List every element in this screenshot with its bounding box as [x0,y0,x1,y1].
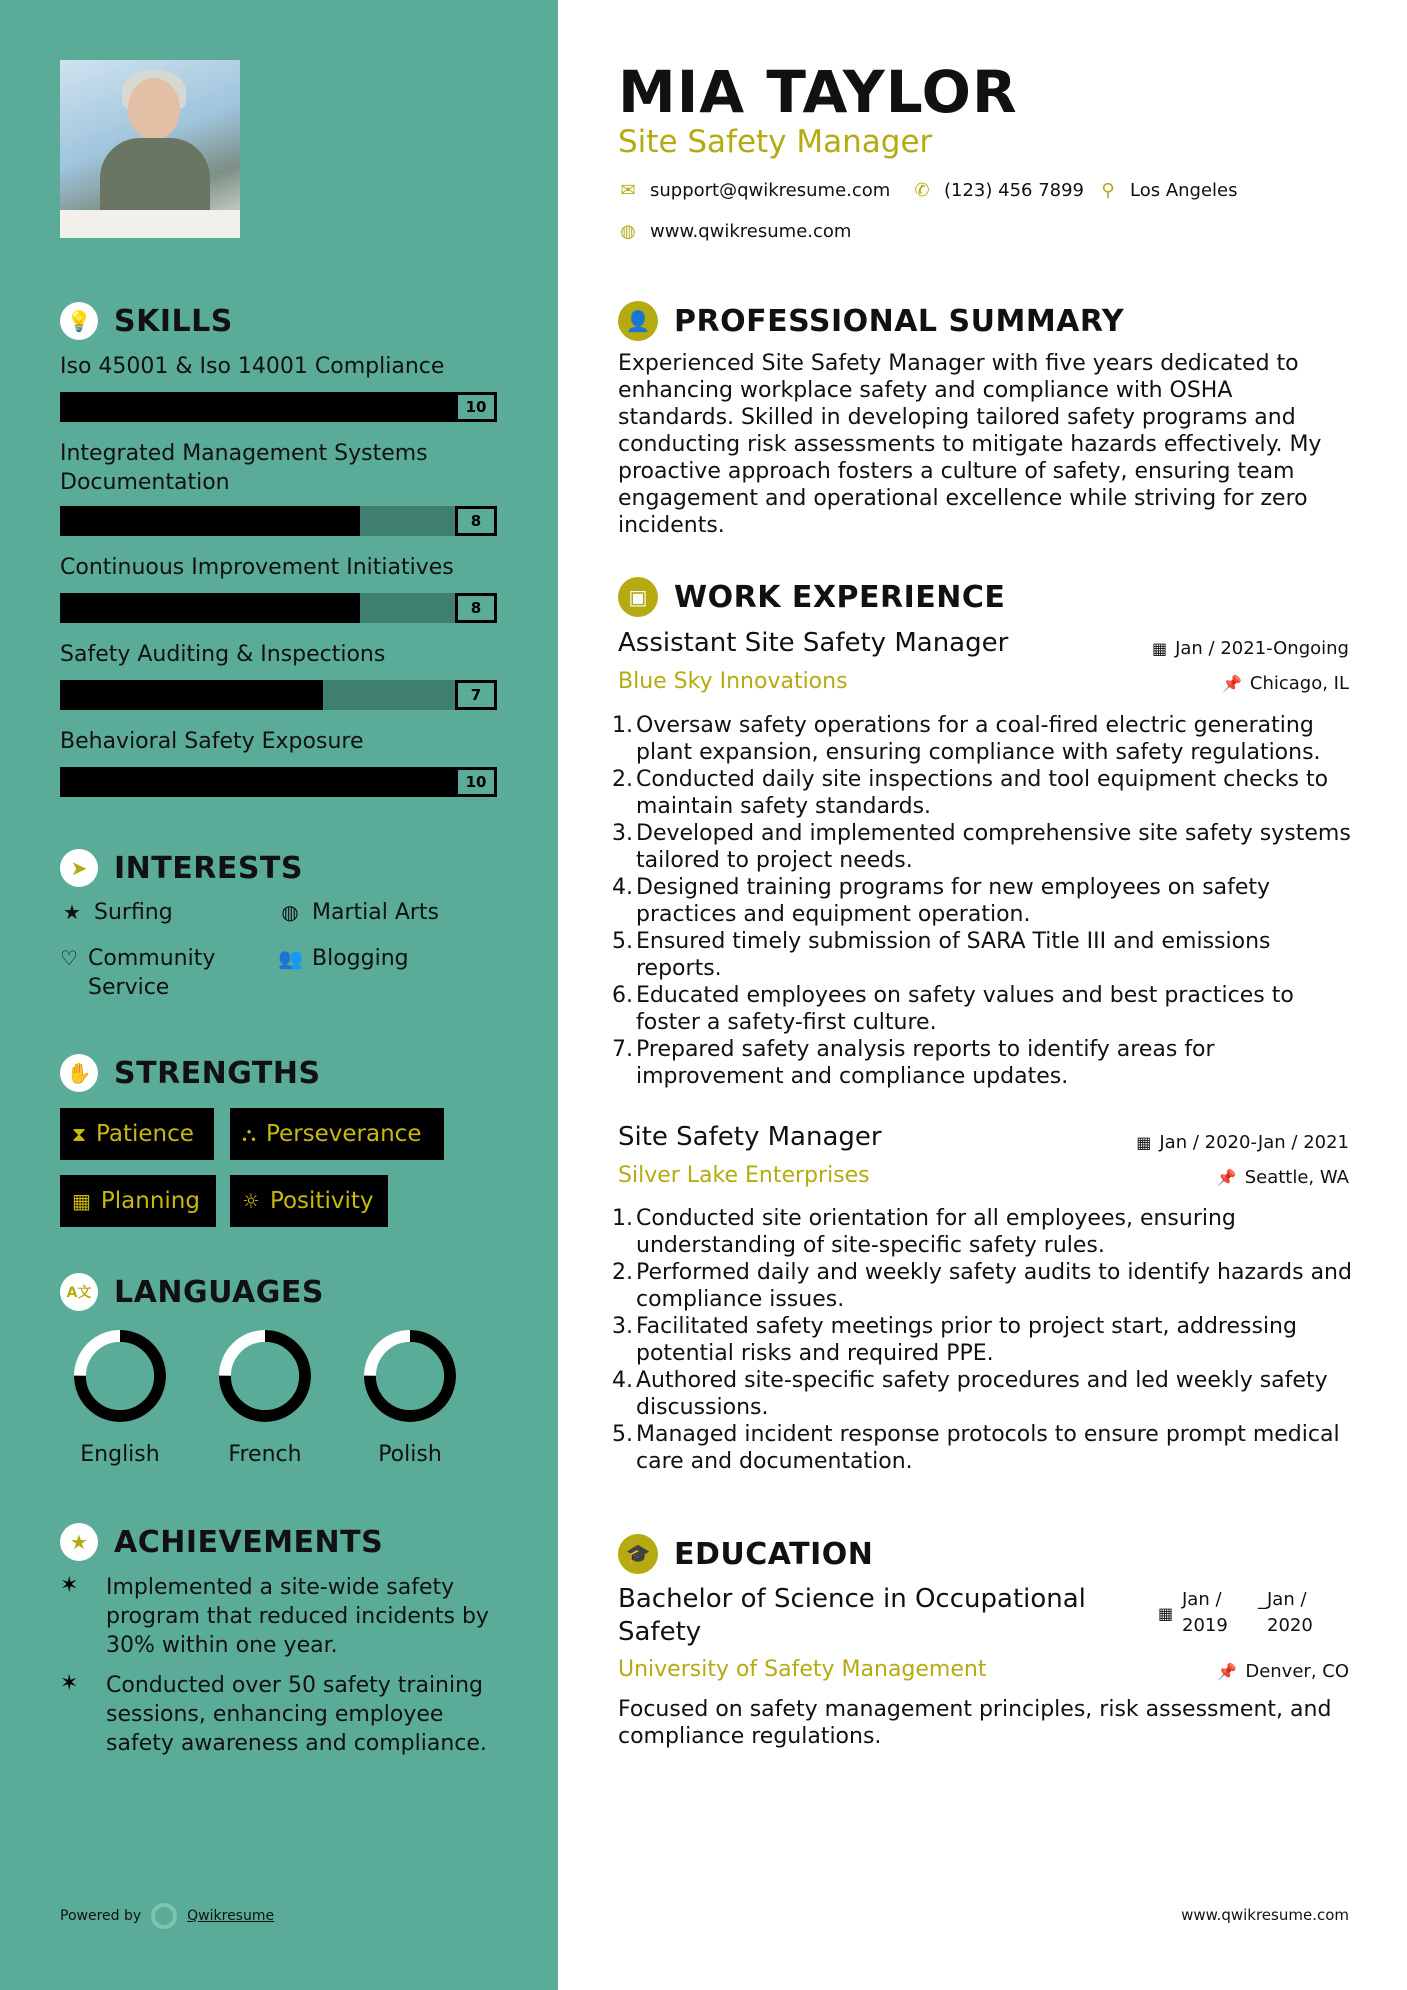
skill-name: Safety Auditing & Inspections [60,642,386,667]
education-description: Focused on safety management principles, risk assessment, and compliance regulations. [618,1697,1332,1749]
list-item: 2. Performed daily and weekly safety audits to identify hazards and compliance issues. [612,1260,1352,1312]
users-icon: 👥 [278,946,303,970]
achievement-item: ✶ Conducted over 50 safety training sessions, enhancing employee safety awareness and compliance. [60,1671,487,1756]
skill-item [60,727,500,791]
skill-level: 10 [455,392,497,422]
language-ring [362,1328,458,1424]
phone-icon: ✆ [914,180,930,201]
language-item [350,1328,470,1467]
road-icon: ⛬ [242,1122,256,1146]
list-item: 3. Facilitated safety meetings prior to project start, addressing potential risks and required PPE. [612,1314,1297,1366]
user-icon: 👤 [618,301,658,341]
job-dates: ▦ Jan / 2020-Jan / 2021 [1136,1132,1349,1153]
job-title: Assistant Site Safety Manager [618,628,1009,658]
list-item: 3. Developed and implemented comprehensive site safety systems tailored to project needs. [612,821,1351,873]
map-pin-icon: ⚲ [1101,180,1115,201]
strength-badge: ▦ Planning [60,1175,216,1227]
skill-level: 10 [455,767,497,797]
skill-bar [60,392,497,422]
contact-phone[interactable]: ✆ (123) 456 7899 [912,180,1084,201]
lightbulb-icon: 💡 [60,302,98,340]
list-item: 1. Conducted site orientation for all employees, ensuring understanding of site-specific safety rules. [612,1206,1236,1258]
skill-bar-fill [60,506,360,536]
skill-name: Iso 45001 & Iso 14001 Compliance [60,354,445,379]
interest-item: ★ Surfing [60,898,173,927]
interest-item: ◍ Martial Arts [278,898,439,927]
sidebar [0,0,558,1990]
calendar-icon: ▦ [1151,639,1168,658]
skill-item [60,553,500,617]
hourglass-icon: ⧗ [72,1122,87,1146]
skill-bar-fill [60,392,455,422]
language-name: Polish [378,1442,442,1467]
achievement-item: ✶ Implemented a site-wide safety program that reduced incidents by 30% within one year. [60,1573,489,1658]
list-item: 6. Educated employees on safety values and best practices to foster a safety-first culture. [612,983,1294,1035]
achievements-heading: ★ ACHIEVEMENTS [60,1523,383,1561]
strengths-heading: ✋ STRENGTHS [60,1054,321,1092]
work-heading: ▣ WORK EXPERIENCE [618,577,1005,617]
pushpin-icon: 📌 [1217,1662,1238,1681]
job-title: Site Safety Manager [618,1122,882,1152]
job-location: 📌 Chicago, IL [1221,673,1349,694]
language-item [205,1328,325,1467]
language-ring [72,1328,168,1424]
strength-badge: ☼ Positivity [230,1175,388,1227]
candidate-role: Site Safety Manager [618,124,933,160]
skill-bar-fill [60,767,455,797]
skill-bar [60,680,497,710]
profile-photo [60,60,240,238]
globe-icon: ◍ [620,221,636,242]
calendar-icon: ▦ [1136,1133,1152,1152]
job-bullets [612,1205,1357,1475]
calendar-icon: ▦ [72,1189,91,1213]
brand-link[interactable]: Qwikresume [187,1908,275,1924]
skill-bar [60,506,497,536]
language-name: French [228,1442,302,1467]
list-item: 5. Managed incident response protocols to ensure prompt medical care and documentation. [612,1422,1340,1474]
briefcase-icon: ▣ [618,577,658,617]
interest-item: ♡ Community Service [60,946,216,1000]
interest-item: 👥 Blogging [278,946,409,971]
pushpin-icon: 📌 [1221,674,1242,693]
interests-heading: ➤ INTERESTS [60,849,303,887]
skill-bar-fill [60,593,360,623]
skill-item [60,352,500,416]
globe-icon: ◍ [281,900,299,924]
education-school: University of Safety Management [618,1657,987,1682]
education-start-date: ▦ Jan / 2019 [1158,1589,1228,1636]
skill-level: 8 [455,593,497,623]
strength-badge: ⛬ Perseverance [230,1108,444,1160]
education-degree: Bachelor of Science in Occupational Safety [618,1584,1086,1647]
star-icon: ★ [63,900,81,924]
skill-bar [60,767,497,797]
translate-icon: A文 [60,1273,98,1311]
education-end-date: _Jan / 2020 [1258,1589,1313,1636]
language-ring [217,1328,313,1424]
star-burst-icon: ✶ [60,1671,79,1696]
qwikresume-logo-icon [151,1903,177,1929]
skill-bar [60,593,497,623]
languages-heading: A文 LANGUAGES [60,1273,324,1311]
strength-badge: ⧗ Patience [60,1108,214,1160]
candidate-name: MIA TAYLOR [618,58,1018,126]
education-heading: 🎓 EDUCATION [618,1534,873,1574]
list-item: 2. Conducted daily site inspections and tool equipment checks to maintain safety standards. [612,767,1329,819]
list-item: 1. Oversaw safety operations for a coal-fired electric generating plant expansion, ensuring compliance with safety regulations. [612,713,1321,765]
skill-item [60,640,500,704]
skill-level: 7 [455,680,497,710]
list-item: 4. Designed training programs for new employees on safety practices and equipment operation. [612,875,1271,927]
skill-item [60,439,500,530]
summary-text: Experienced Site Safety Manager with five years dedicated to enhancing workplace safety and compliance with OSHA standards. Skilled in developing tailored safety programs and conducting risk assessments to mitigate hazards effectively. My proactive approach fosters a culture of safety, ensuring team engagement and operational excellence while striving for zero incidents. [618,351,1322,538]
skill-name: Continuous Improvement Initiatives [60,555,454,580]
powered-by: Powered by Qwikresume [60,1903,274,1929]
skill-level: 8 [455,506,497,536]
contact-website[interactable]: ◍ www.qwikresume.com [618,221,851,242]
footer-url[interactable]: www.qwikresume.com [1181,1906,1349,1924]
list-item: 5. Ensured timely submission of SARA Title III and emissions reports. [612,929,1271,981]
job-dates: ▦ Jan / 2021-Ongoing [1151,638,1349,659]
sun-icon: ☼ [242,1189,260,1213]
job-company: Silver Lake Enterprises [618,1163,870,1188]
calendar-icon: ▦ [1158,1604,1174,1623]
skill-name: Integrated Management Systems Documentation [60,441,428,495]
skill-name: Behavioral Safety Exposure [60,729,364,754]
paper-plane-icon: ➤ [60,849,98,887]
list-item: 7. Prepared safety analysis reports to identify areas for improvement and compliance updates. [612,1037,1215,1089]
pushpin-icon: 📌 [1216,1168,1237,1187]
job-bullets [612,712,1357,1090]
contact-location: ⚲ Los Angeles [1098,180,1238,201]
list-item: 4. Authored site-specific safety procedures and led weekly safety discussions. [612,1368,1328,1420]
skills-heading: 💡 SKILLS [60,302,233,340]
education-location: 📌 Denver, CO [1217,1661,1349,1682]
contact-email[interactable]: ✉ support@qwikresume.com [618,180,890,201]
trophy-star-icon: ★ [60,1523,98,1561]
job-location: 📌 Seattle, WA [1216,1167,1349,1188]
language-item [60,1328,180,1467]
language-name: English [80,1442,160,1467]
hand-icon: ✋ [60,1054,98,1092]
skill-bar-fill [60,680,323,710]
summary-heading: 👤 PROFESSIONAL SUMMARY [618,301,1124,341]
handshake-icon: ♡ [60,946,78,970]
envelope-icon: ✉ [620,180,636,201]
graduate-icon: 🎓 [618,1534,658,1574]
star-burst-icon: ✶ [60,1573,79,1598]
job-company: Blue Sky Innovations [618,669,848,694]
